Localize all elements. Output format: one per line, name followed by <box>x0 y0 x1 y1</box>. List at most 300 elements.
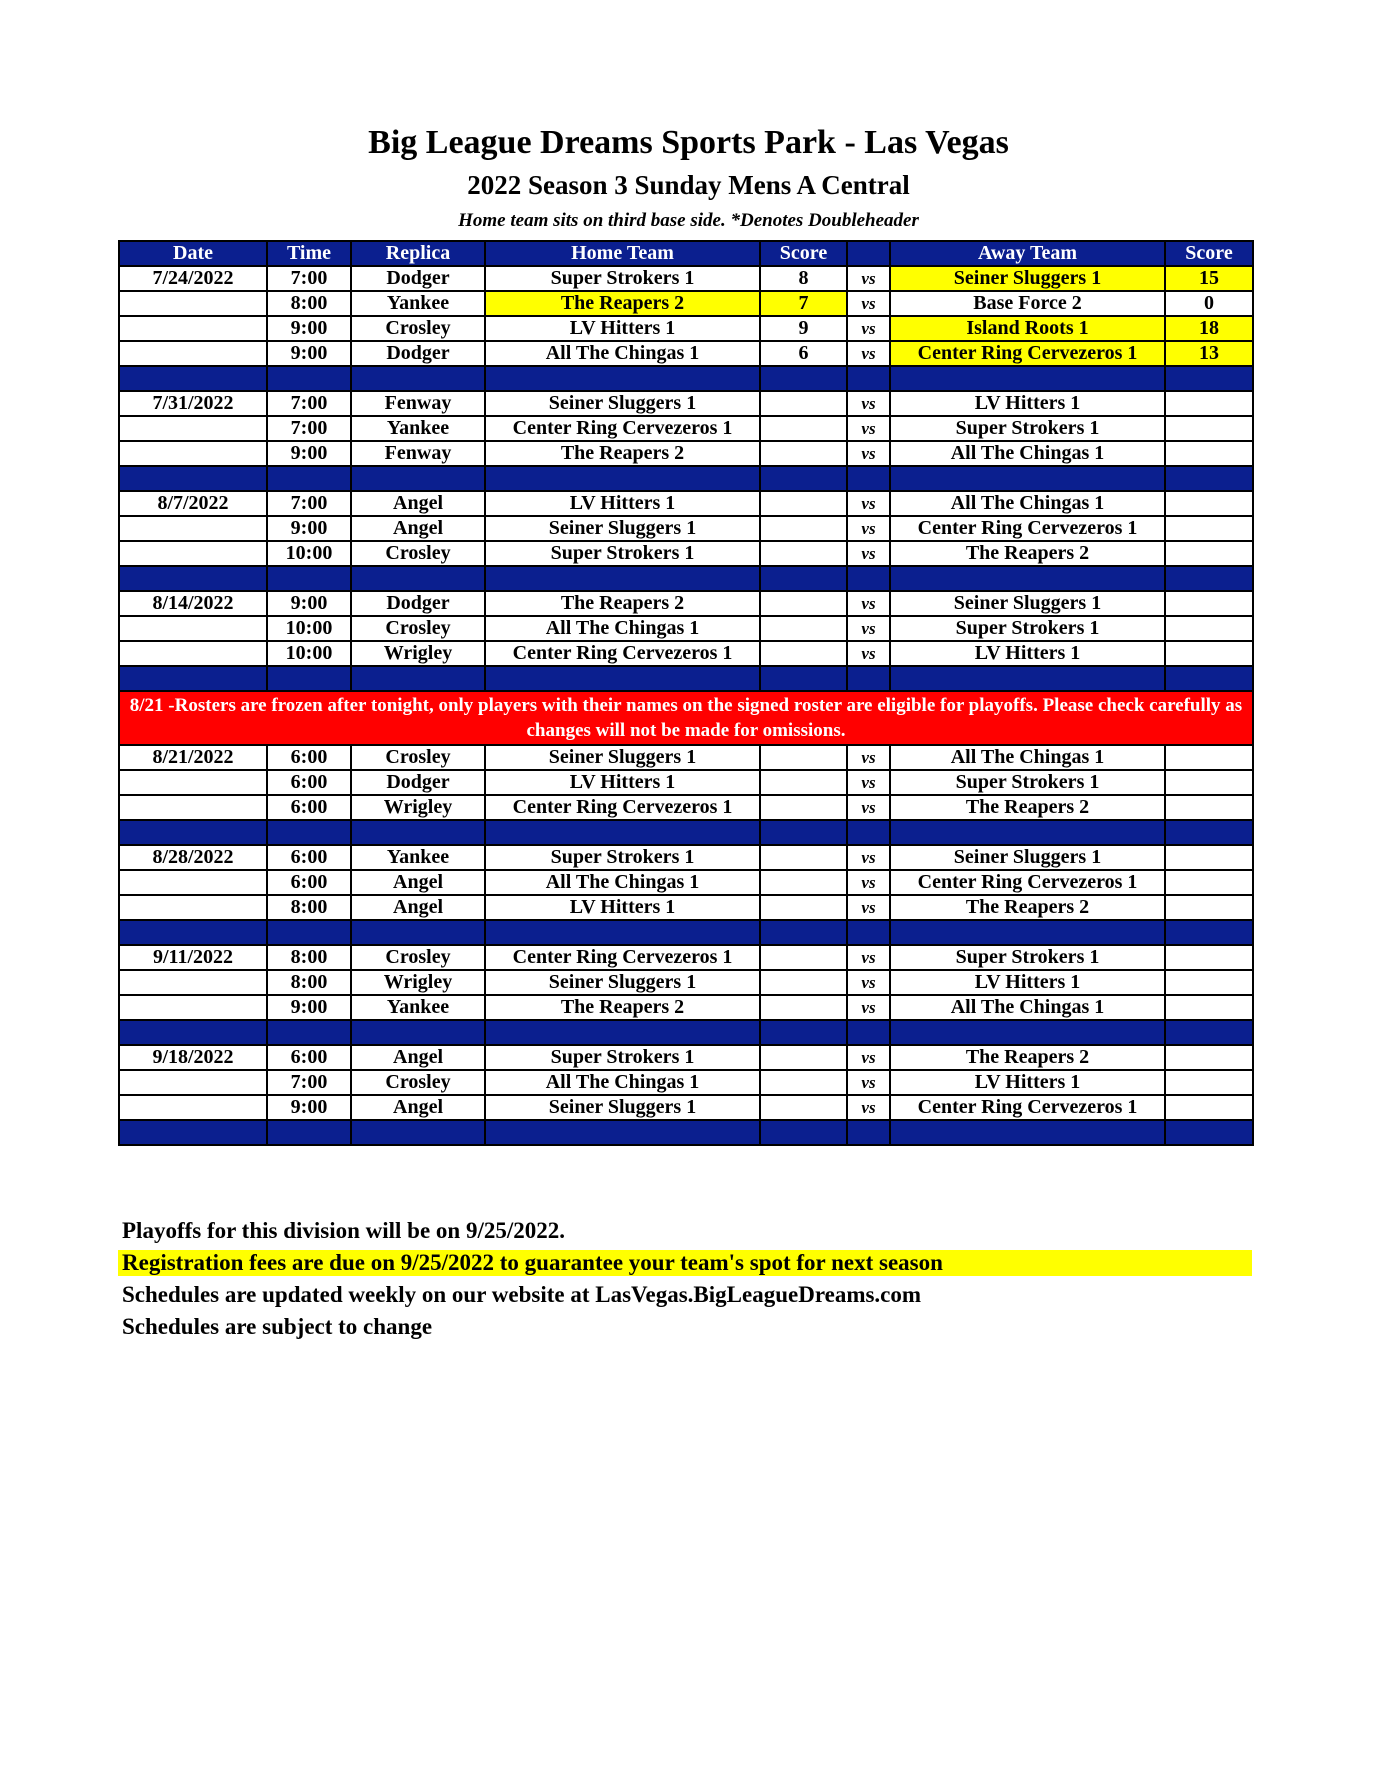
separator-cell <box>760 666 847 691</box>
date-cell: 8/14/2022 <box>119 591 267 616</box>
away-team-cell: All The Chingas 1 <box>890 995 1165 1020</box>
away-team-cell: Center Ring Cervezeros 1 <box>890 341 1165 366</box>
separator-cell <box>847 1120 890 1145</box>
table-row <box>119 1095 1253 1120</box>
separator-cell <box>1165 366 1253 391</box>
away-team-cell: Seiner Sluggers 1 <box>890 591 1165 616</box>
home-team-cell: Seiner Sluggers 1 <box>485 970 760 995</box>
home-score-cell <box>760 641 847 666</box>
vs-cell: vs <box>847 266 890 291</box>
date-cell <box>119 441 267 466</box>
time-cell: 9:00 <box>267 316 351 341</box>
away-score-cell <box>1165 616 1253 641</box>
date-cell <box>119 291 267 316</box>
week-separator-row <box>119 466 1253 491</box>
vs-cell: vs <box>847 1095 890 1120</box>
table-row <box>119 641 1253 666</box>
table-row <box>119 1070 1253 1095</box>
vs-cell: vs <box>847 291 890 316</box>
separator-cell <box>760 820 847 845</box>
separator-cell <box>485 1120 760 1145</box>
replica-cell: Angel <box>351 870 485 895</box>
separator-cell <box>267 466 351 491</box>
replica-cell: Yankee <box>351 291 485 316</box>
date-cell: 7/31/2022 <box>119 391 267 416</box>
time-cell: 7:00 <box>267 491 351 516</box>
vs-cell: vs <box>847 441 890 466</box>
away-team-cell: LV Hitters 1 <box>890 391 1165 416</box>
away-score-cell <box>1165 845 1253 870</box>
date-cell: 8/21/2022 <box>119 745 267 770</box>
separator-cell <box>267 666 351 691</box>
replica-cell: Dodger <box>351 770 485 795</box>
time-cell: 10:00 <box>267 616 351 641</box>
table-row <box>119 845 1253 870</box>
col-header-date: Date <box>119 241 267 266</box>
home-team-cell: Center Ring Cervezeros 1 <box>485 945 760 970</box>
vs-cell: vs <box>847 391 890 416</box>
date-cell <box>119 541 267 566</box>
home-score-cell <box>760 745 847 770</box>
vs-cell: vs <box>847 1045 890 1070</box>
separator-cell <box>760 1020 847 1045</box>
replica-cell: Dodger <box>351 341 485 366</box>
home-score-cell <box>760 845 847 870</box>
replica-cell: Dodger <box>351 266 485 291</box>
replica-cell: Angel <box>351 1045 485 1070</box>
home-team-cell: LV Hitters 1 <box>485 895 760 920</box>
week-separator-row <box>119 366 1253 391</box>
away-team-cell: The Reapers 2 <box>890 795 1165 820</box>
away-score-cell <box>1165 491 1253 516</box>
time-cell: 6:00 <box>267 745 351 770</box>
replica-cell: Angel <box>351 491 485 516</box>
home-score-cell <box>760 770 847 795</box>
table-row <box>119 291 1253 316</box>
separator-cell <box>847 566 890 591</box>
home-team-cell: Super Strokers 1 <box>485 845 760 870</box>
away-score-cell: 15 <box>1165 266 1253 291</box>
vs-cell: vs <box>847 745 890 770</box>
playoffs-note: Playoffs for this division will be on 9/25/2022. <box>122 1218 566 1243</box>
home-team-cell: All The Chingas 1 <box>485 1070 760 1095</box>
home-score-cell <box>760 541 847 566</box>
home-team-cell: Seiner Sluggers 1 <box>485 1095 760 1120</box>
week-separator-row <box>119 920 1253 945</box>
away-team-cell: The Reapers 2 <box>890 1045 1165 1070</box>
time-cell: 6:00 <box>267 1045 351 1070</box>
registration-note: Registration fees are due on 9/25/2022 to guarantee your team's spot for next season <box>118 1250 1252 1276</box>
home-score-cell <box>760 870 847 895</box>
table-row <box>119 516 1253 541</box>
away-team-cell: Base Force 2 <box>890 291 1165 316</box>
home-team-cell: LV Hitters 1 <box>485 491 760 516</box>
home-team-cell: Center Ring Cervezeros 1 <box>485 795 760 820</box>
home-score-cell <box>760 1095 847 1120</box>
date-cell: 8/7/2022 <box>119 491 267 516</box>
time-cell: 9:00 <box>267 995 351 1020</box>
replica-cell: Angel <box>351 516 485 541</box>
separator-cell <box>1165 1020 1253 1045</box>
separator-cell <box>119 1120 267 1145</box>
date-cell <box>119 870 267 895</box>
replica-cell: Crosley <box>351 1070 485 1095</box>
away-score-cell <box>1165 516 1253 541</box>
vs-cell: vs <box>847 316 890 341</box>
date-cell: 9/11/2022 <box>119 945 267 970</box>
replica-cell: Angel <box>351 1095 485 1120</box>
replica-cell: Fenway <box>351 441 485 466</box>
vs-cell: vs <box>847 641 890 666</box>
replica-cell: Crosley <box>351 316 485 341</box>
home-team-cell: All The Chingas 1 <box>485 616 760 641</box>
separator-cell <box>267 1020 351 1045</box>
separator-cell <box>351 666 485 691</box>
separator-cell <box>890 1120 1165 1145</box>
home-team-cell: Seiner Sluggers 1 <box>485 516 760 541</box>
home-score-cell <box>760 1045 847 1070</box>
away-score-cell <box>1165 970 1253 995</box>
home-score-cell <box>760 970 847 995</box>
home-score-cell: 9 <box>760 316 847 341</box>
table-row <box>119 895 1253 920</box>
away-team-cell: Seiner Sluggers 1 <box>890 845 1165 870</box>
week-separator-row <box>119 1020 1253 1045</box>
separator-cell <box>890 466 1165 491</box>
separator-cell <box>267 1120 351 1145</box>
time-cell: 9:00 <box>267 591 351 616</box>
away-team-cell: LV Hitters 1 <box>890 641 1165 666</box>
time-cell: 6:00 <box>267 845 351 870</box>
away-score-cell <box>1165 945 1253 970</box>
vs-cell: vs <box>847 995 890 1020</box>
separator-cell <box>847 466 890 491</box>
home-team-cell: Center Ring Cervezeros 1 <box>485 641 760 666</box>
col-header-home-score: Score <box>760 241 847 266</box>
separator-cell <box>485 466 760 491</box>
separator-cell <box>847 820 890 845</box>
away-team-cell: LV Hitters 1 <box>890 1070 1165 1095</box>
away-score-cell <box>1165 541 1253 566</box>
separator-cell <box>119 1020 267 1045</box>
vs-cell: vs <box>847 1070 890 1095</box>
col-header-home-team: Home Team <box>485 241 760 266</box>
away-score-cell <box>1165 641 1253 666</box>
date-cell <box>119 316 267 341</box>
week-separator-row <box>119 666 1253 691</box>
date-cell: 9/18/2022 <box>119 1045 267 1070</box>
replica-cell: Crosley <box>351 541 485 566</box>
time-cell: 8:00 <box>267 945 351 970</box>
away-team-cell: Super Strokers 1 <box>890 945 1165 970</box>
table-row <box>119 266 1253 291</box>
home-team-cell: Center Ring Cervezeros 1 <box>485 416 760 441</box>
separator-cell <box>119 820 267 845</box>
home-score-cell <box>760 591 847 616</box>
date-cell: 8/28/2022 <box>119 845 267 870</box>
separator-cell <box>1165 1120 1253 1145</box>
table-row <box>119 770 1253 795</box>
home-score-cell <box>760 441 847 466</box>
home-score-cell <box>760 945 847 970</box>
separator-cell <box>760 566 847 591</box>
home-score-cell <box>760 391 847 416</box>
home-team-cell: LV Hitters 1 <box>485 770 760 795</box>
vs-cell: vs <box>847 491 890 516</box>
date-cell <box>119 616 267 641</box>
table-row <box>119 1045 1253 1070</box>
separator-cell <box>485 1020 760 1045</box>
date-cell <box>119 970 267 995</box>
table-row <box>119 441 1253 466</box>
replica-cell: Crosley <box>351 945 485 970</box>
away-score-cell: 0 <box>1165 291 1253 316</box>
separator-cell <box>485 566 760 591</box>
separator-cell <box>351 466 485 491</box>
home-team-cell: The Reapers 2 <box>485 591 760 616</box>
table-header-row <box>119 241 1253 266</box>
vs-cell: vs <box>847 770 890 795</box>
table-row <box>119 541 1253 566</box>
vs-cell: vs <box>847 341 890 366</box>
col-header-time: Time <box>267 241 351 266</box>
separator-cell <box>119 366 267 391</box>
separator-cell <box>351 566 485 591</box>
away-team-cell: Super Strokers 1 <box>890 416 1165 441</box>
date-cell: 7/24/2022 <box>119 266 267 291</box>
home-team-cell: All The Chingas 1 <box>485 870 760 895</box>
time-cell: 9:00 <box>267 1095 351 1120</box>
away-team-cell: Super Strokers 1 <box>890 616 1165 641</box>
separator-cell <box>890 920 1165 945</box>
replica-cell: Wrigley <box>351 641 485 666</box>
separator-cell <box>890 1020 1165 1045</box>
home-score-cell <box>760 516 847 541</box>
time-cell: 10:00 <box>267 541 351 566</box>
vs-cell: vs <box>847 945 890 970</box>
away-score-cell <box>1165 416 1253 441</box>
home-team-note: Home team sits on third base side. *Denotes Doubleheader <box>458 210 919 231</box>
replica-cell: Wrigley <box>351 970 485 995</box>
away-team-cell: All The Chingas 1 <box>890 441 1165 466</box>
vs-cell: vs <box>847 541 890 566</box>
away-score-cell <box>1165 995 1253 1020</box>
time-cell: 6:00 <box>267 795 351 820</box>
away-score-cell <box>1165 441 1253 466</box>
replica-cell: Wrigley <box>351 795 485 820</box>
separator-cell <box>119 566 267 591</box>
vs-cell: vs <box>847 895 890 920</box>
week-separator-row <box>119 566 1253 591</box>
page-title: Big League Dreams Sports Park - Las Vegas <box>368 124 1009 161</box>
away-team-cell: Island Roots 1 <box>890 316 1165 341</box>
vs-cell: vs <box>847 416 890 441</box>
separator-cell <box>847 1020 890 1045</box>
away-team-cell: Center Ring Cervezeros 1 <box>890 1095 1165 1120</box>
home-score-cell <box>760 995 847 1020</box>
date-cell <box>119 1095 267 1120</box>
date-cell <box>119 995 267 1020</box>
away-score-cell <box>1165 1095 1253 1120</box>
home-score-cell <box>760 895 847 920</box>
home-team-cell: Super Strokers 1 <box>485 541 760 566</box>
time-cell: 6:00 <box>267 770 351 795</box>
table-row <box>119 316 1253 341</box>
separator-cell <box>485 820 760 845</box>
date-cell <box>119 1070 267 1095</box>
home-team-cell: Super Strokers 1 <box>485 1045 760 1070</box>
table-row <box>119 995 1253 1020</box>
separator-cell <box>485 666 760 691</box>
away-team-cell: The Reapers 2 <box>890 895 1165 920</box>
away-score-cell <box>1165 870 1253 895</box>
away-team-cell: Seiner Sluggers 1 <box>890 266 1165 291</box>
date-cell <box>119 341 267 366</box>
date-cell <box>119 770 267 795</box>
separator-cell <box>119 666 267 691</box>
page-subtitle: 2022 Season 3 Sunday Mens A Central <box>467 170 910 200</box>
time-cell: 8:00 <box>267 895 351 920</box>
replica-cell: Crosley <box>351 745 485 770</box>
vs-cell: vs <box>847 845 890 870</box>
home-score-cell <box>760 491 847 516</box>
date-cell <box>119 641 267 666</box>
away-score-cell <box>1165 795 1253 820</box>
home-team-cell: The Reapers 2 <box>485 291 760 316</box>
separator-cell <box>267 366 351 391</box>
date-cell <box>119 895 267 920</box>
table-row <box>119 491 1253 516</box>
time-cell: 7:00 <box>267 391 351 416</box>
separator-cell <box>351 366 485 391</box>
separator-cell <box>847 666 890 691</box>
separator-cell <box>890 366 1165 391</box>
away-score-cell <box>1165 895 1253 920</box>
roster-freeze-notice-row <box>119 691 1253 745</box>
home-score-cell: 7 <box>760 291 847 316</box>
away-team-cell: LV Hitters 1 <box>890 970 1165 995</box>
schedule-body <box>119 266 1253 1145</box>
date-cell <box>119 516 267 541</box>
replica-cell: Angel <box>351 895 485 920</box>
separator-cell <box>760 366 847 391</box>
schedule-table <box>118 240 1254 1146</box>
time-cell: 8:00 <box>267 291 351 316</box>
vs-cell: vs <box>847 870 890 895</box>
separator-cell <box>119 920 267 945</box>
separator-cell <box>847 366 890 391</box>
table-row <box>119 970 1253 995</box>
time-cell: 9:00 <box>267 516 351 541</box>
separator-cell <box>351 920 485 945</box>
separator-cell <box>119 466 267 491</box>
table-row <box>119 341 1253 366</box>
away-score-cell <box>1165 391 1253 416</box>
separator-cell <box>760 1120 847 1145</box>
week-separator-row <box>119 1120 1253 1145</box>
separator-cell <box>351 1120 485 1145</box>
time-cell: 7:00 <box>267 266 351 291</box>
away-score-cell: 18 <box>1165 316 1253 341</box>
home-team-cell: LV Hitters 1 <box>485 316 760 341</box>
separator-cell <box>1165 666 1253 691</box>
replica-cell: Dodger <box>351 591 485 616</box>
home-team-cell: Super Strokers 1 <box>485 266 760 291</box>
away-score-cell <box>1165 1045 1253 1070</box>
home-team-cell: Seiner Sluggers 1 <box>485 745 760 770</box>
away-team-cell: Super Strokers 1 <box>890 770 1165 795</box>
time-cell: 9:00 <box>267 341 351 366</box>
vs-cell: vs <box>847 591 890 616</box>
separator-cell <box>890 566 1165 591</box>
replica-cell: Yankee <box>351 845 485 870</box>
roster-freeze-notice: 8/21 -Rosters are frozen after tonight, only players with their names on the signed roster are eligible for playoffs. Please check carefully as changes will not be made for omissions. <box>119 691 1253 745</box>
separator-cell <box>1165 566 1253 591</box>
time-cell: 9:00 <box>267 441 351 466</box>
away-score-cell <box>1165 591 1253 616</box>
away-team-cell: All The Chingas 1 <box>890 745 1165 770</box>
col-header-away-score: Score <box>1165 241 1253 266</box>
week-separator-row <box>119 820 1253 845</box>
home-score-cell <box>760 795 847 820</box>
table-row <box>119 945 1253 970</box>
separator-cell <box>351 820 485 845</box>
separator-cell <box>1165 920 1253 945</box>
away-team-cell: Center Ring Cervezeros 1 <box>890 516 1165 541</box>
time-cell: 8:00 <box>267 970 351 995</box>
separator-cell <box>351 1020 485 1045</box>
separator-cell <box>267 820 351 845</box>
table-row <box>119 591 1253 616</box>
website-note: Schedules are updated weekly on our website at LasVegas.BigLeagueDreams.com <box>122 1282 922 1307</box>
separator-cell <box>267 566 351 591</box>
replica-cell: Yankee <box>351 416 485 441</box>
separator-cell <box>1165 466 1253 491</box>
separator-cell <box>890 666 1165 691</box>
subject-to-change-note: Schedules are subject to change <box>122 1314 433 1339</box>
home-score-cell: 8 <box>760 266 847 291</box>
col-header-vs <box>847 241 890 266</box>
time-cell: 6:00 <box>267 870 351 895</box>
home-team-cell: Seiner Sluggers 1 <box>485 391 760 416</box>
table-row <box>119 416 1253 441</box>
away-score-cell <box>1165 1070 1253 1095</box>
home-team-cell: The Reapers 2 <box>485 995 760 1020</box>
home-score-cell: 6 <box>760 341 847 366</box>
table-row <box>119 795 1253 820</box>
separator-cell <box>847 920 890 945</box>
separator-cell <box>485 920 760 945</box>
away-score-cell <box>1165 770 1253 795</box>
vs-cell: vs <box>847 516 890 541</box>
away-score-cell <box>1165 745 1253 770</box>
replica-cell: Crosley <box>351 616 485 641</box>
separator-cell <box>760 466 847 491</box>
home-score-cell <box>760 1070 847 1095</box>
home-score-cell <box>760 616 847 641</box>
table-row <box>119 391 1253 416</box>
vs-cell: vs <box>847 970 890 995</box>
separator-cell <box>267 920 351 945</box>
away-team-cell: The Reapers 2 <box>890 541 1165 566</box>
separator-cell <box>1165 820 1253 845</box>
away-team-cell: Center Ring Cervezeros 1 <box>890 870 1165 895</box>
away-score-cell: 13 <box>1165 341 1253 366</box>
date-cell <box>119 795 267 820</box>
vs-cell: vs <box>847 616 890 641</box>
col-header-away-team: Away Team <box>890 241 1165 266</box>
separator-cell <box>760 920 847 945</box>
